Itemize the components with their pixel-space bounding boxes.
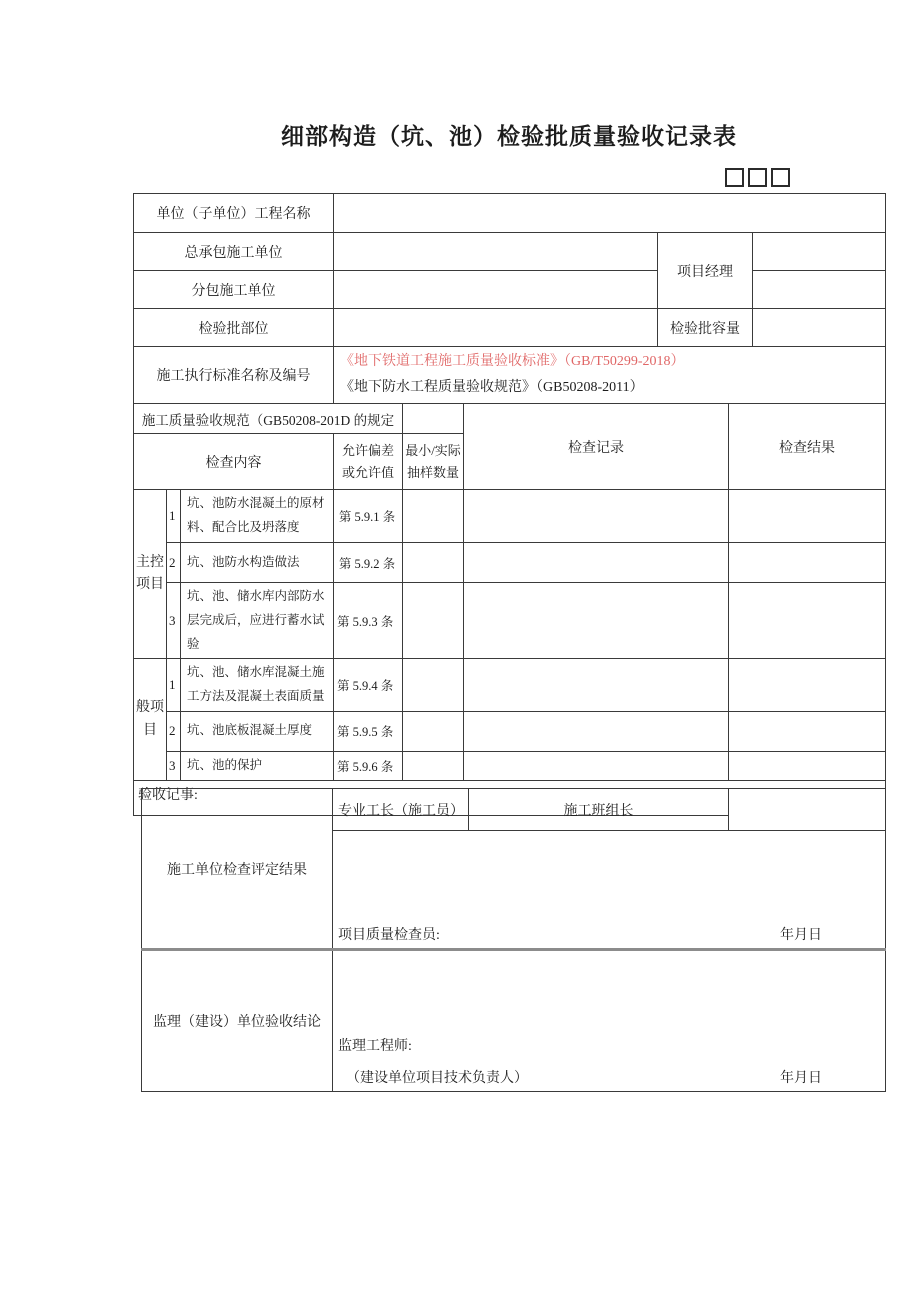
checkbox-icon[interactable] [748,168,767,187]
group-label-dominant: 主控项目 [134,490,167,659]
column-header-record: 检查记录 [464,404,729,490]
item-number: 3 [167,583,181,659]
item-number: 1 [167,490,181,543]
sampling-cell[interactable] [403,583,464,659]
inspection-lot-capacity-value[interactable] [753,309,886,347]
tech-director-label: （建设单位项目技术负责人） [346,1071,528,1086]
record-cell[interactable] [464,711,729,751]
item-allowed-value: 第 5.9.4 条 [334,659,403,712]
result-cell[interactable] [729,659,886,712]
contractor-date-label: 年月日 [780,928,822,943]
item-number: 3 [167,751,181,780]
record-cell[interactable] [464,543,729,583]
contractor-result-label: 施工单位检查评定结果 [142,789,333,949]
foreman-label: 专业工长（施工员） [333,789,469,831]
checkbox-icon[interactable] [725,168,744,187]
supervisor-signature-area[interactable] [333,950,886,1092]
item-allowed-value: 第 5.9.3 条 [334,583,403,659]
item-content: 坑、池的保护 [181,751,334,780]
contractor-signature-area[interactable] [333,831,886,949]
record-cell[interactable] [464,751,729,780]
standard-line-2: 《地下防水工程质量验收规范》（GB50208-2011） [340,380,644,395]
page-title: 细部构造（坑、池）检验批质量验收记录表 [281,124,737,149]
item-content: 坑、池底板混凝土厚度 [181,711,334,751]
group-label-general: 般项目 [134,659,167,781]
item-number: 2 [167,711,181,751]
inspection-lot-capacity-label: 检验批容量 [658,309,753,347]
column-header-result: 检查结果 [729,404,886,490]
crew-leader-value[interactable] [729,789,886,831]
item-number: 2 [167,543,181,583]
column-header-content: 检查内容 [134,434,334,490]
sampling-cell[interactable] [403,659,464,712]
project-manager-value-2[interactable] [753,271,886,309]
inspection-lot-location-value[interactable] [334,309,658,347]
supervisor-conclusion-label: 监理（建设）单位验收结论 [142,950,333,1092]
checkbox-icon[interactable] [771,168,790,187]
supervising-engineer-label: 监理工程师: [338,1039,412,1054]
item-content: 坑、池防水构造做法 [181,543,334,583]
item-content: 坑、池、储水库混凝土施工方法及混凝土表面质量 [181,659,334,712]
standard-name-label: 施工执行标准名称及编号 [134,347,334,404]
project-manager-value[interactable] [753,233,886,271]
subcontractor-value[interactable] [334,271,658,309]
acceptance-notes-cell[interactable]: 验收记事: [134,780,886,815]
result-cell[interactable] [729,490,886,543]
column-header-allowed: 允许偏差或允许值 [334,434,403,490]
supervisor-date-label: 年月日 [780,1071,822,1086]
sampling-cell[interactable] [403,751,464,780]
sampling-cell[interactable] [403,490,464,543]
quality-inspector-label: 项目质量检查员: [338,928,440,943]
spec-header-empty-cell [403,404,464,434]
item-allowed-value: 第 5.9.2 条 [334,543,403,583]
result-cell[interactable] [729,543,886,583]
unit-project-name-value[interactable] [334,194,886,233]
item-content: 坑、池、储水库内部防水层完成后，应进行蓄水试验 [181,583,334,659]
supervisor-conclusion-table [141,948,886,1092]
result-cell[interactable] [729,711,886,751]
item-content: 坑、池防水混凝土的原材料、配合比及坍落度 [181,490,334,543]
spec-header: 施工质量验收规范（GB50208-201D 的规定 [134,404,403,434]
record-cell[interactable] [464,583,729,659]
general-contractor-value[interactable] [334,233,658,271]
record-cell[interactable] [464,490,729,543]
sampling-cell[interactable] [403,543,464,583]
unit-project-name-label: 单位（子单位）工程名称 [134,194,334,233]
crew-leader-label: 施工班组长 [469,789,729,831]
item-number: 1 [167,659,181,712]
project-manager-label: 项目经理 [658,233,753,309]
contractor-result-table [141,788,886,949]
page-title-wrap [133,118,885,151]
standard-line-1: 《地下铁道工程施工质量验收标准》（GB/T50299-2018） [340,354,685,369]
subcontractor-label: 分包施工单位 [134,271,334,309]
item-allowed-value: 第 5.9.1 条 [334,490,403,543]
info-inspection-table [133,193,886,816]
record-cell[interactable] [464,659,729,712]
column-header-sampling: 最小/实际抽样数量 [403,434,464,490]
result-cell[interactable] [729,751,886,780]
standard-name-value [334,347,886,404]
inspection-lot-location-label: 检验批部位 [134,309,334,347]
general-contractor-label: 总承包施工单位 [134,233,334,271]
header-boxes [133,166,790,188]
sampling-cell[interactable] [403,711,464,751]
result-cell[interactable] [729,583,886,659]
item-allowed-value: 第 5.9.6 条 [334,751,403,780]
item-allowed-value: 第 5.9.5 条 [334,711,403,751]
